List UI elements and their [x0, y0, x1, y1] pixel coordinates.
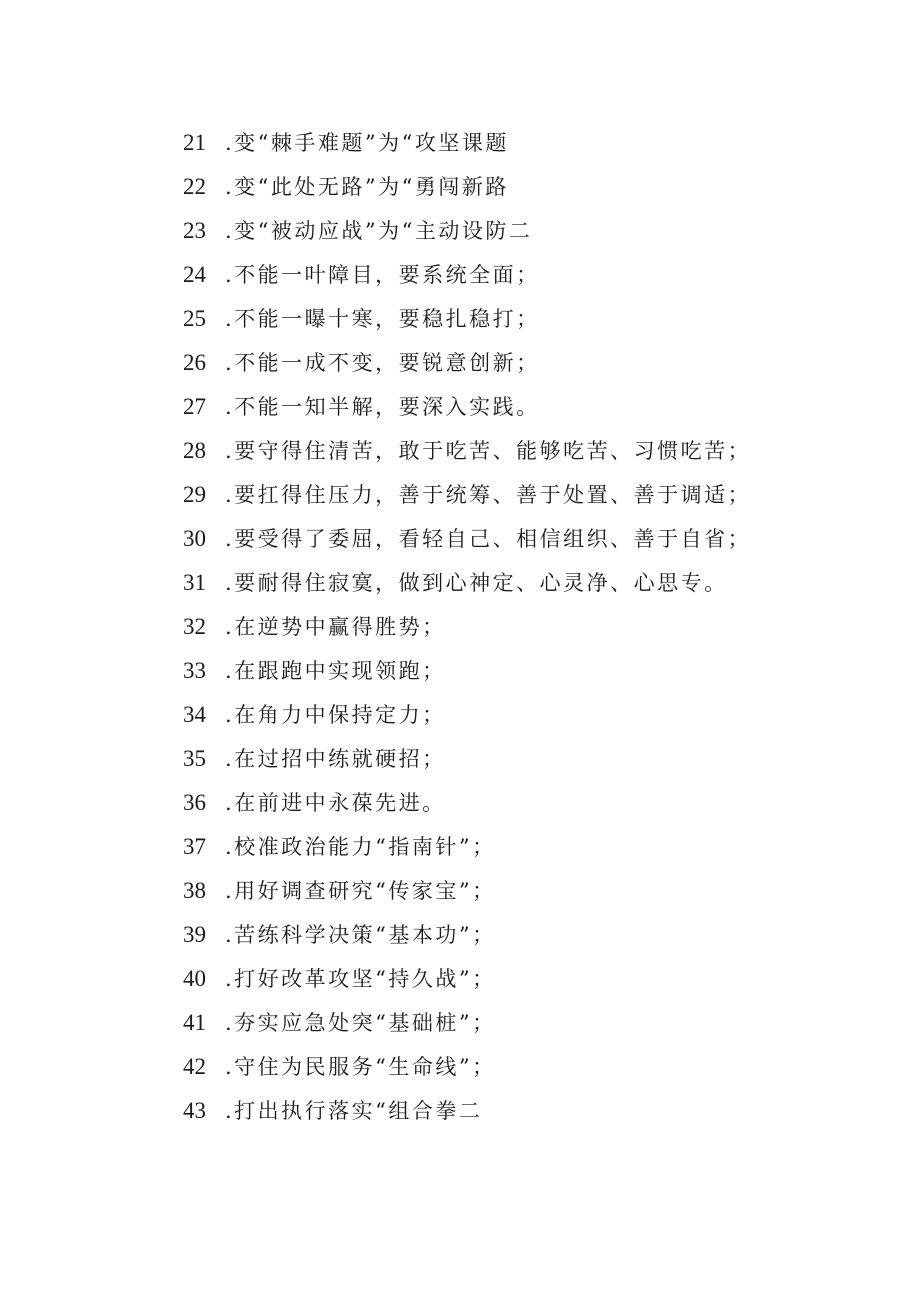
item-number: 23 [183, 218, 206, 243]
item-number: 37 [183, 834, 206, 859]
item-number: 22 [183, 174, 206, 199]
list-item [183, 781, 803, 825]
item-number: 24 [183, 262, 206, 287]
list-item [183, 1001, 803, 1045]
item-text: .在过招中练就硬招； [225, 747, 446, 771]
list-item [183, 1045, 803, 1089]
list-item [183, 473, 803, 517]
list-item [183, 121, 803, 165]
item-text: .苦练科学决策“基本功”； [225, 923, 496, 947]
item-text: .用好调查研究“传家宝”； [225, 879, 496, 903]
item-text: .要耐得住寂寞，做到心神定、心灵净、心思专。 [225, 571, 728, 595]
item-text: .变“棘手难题”为“攻坚课题 [225, 131, 509, 155]
item-text: .在跟跑中实现领跑； [225, 659, 446, 683]
item-text: .要守得住清苦，敢于吃苦、能够吃苦、习惯吃苦； [225, 439, 752, 463]
numbered-list [183, 121, 803, 1133]
item-text: .不能一叶障目，要系统全面； [225, 263, 540, 287]
list-item [183, 341, 803, 385]
item-number: 41 [183, 1010, 206, 1035]
list-item [183, 209, 803, 253]
list-item [183, 957, 803, 1001]
item-number: 26 [183, 350, 206, 375]
list-item [183, 297, 803, 341]
item-number: 42 [183, 1054, 206, 1079]
item-number: 27 [183, 394, 206, 419]
item-number: 39 [183, 922, 206, 947]
item-number: 40 [183, 966, 206, 991]
list-item [183, 253, 803, 297]
item-number: 38 [183, 878, 206, 903]
item-number: 31 [183, 570, 206, 595]
list-item [183, 649, 803, 693]
list-item [183, 737, 803, 781]
list-item [183, 825, 803, 869]
list-item [183, 605, 803, 649]
list-item [183, 165, 803, 209]
list-item [183, 869, 803, 913]
list-item [183, 385, 803, 429]
item-text: .不能一曝十寒，要稳扎稳打； [225, 307, 540, 331]
item-text: .打出执行落实“组合拳二 [225, 1099, 483, 1123]
item-text: .变“被动应战”为“主动设防二 [225, 219, 533, 243]
item-text: .不能一知半解，要深入实践。 [225, 395, 540, 419]
list-item [183, 693, 803, 737]
item-text: .要扛得住压力，善于统筹、善于处置、善于调适； [225, 483, 752, 507]
item-number: 36 [183, 790, 206, 815]
item-number: 32 [183, 614, 206, 639]
item-text: .不能一成不变，要锐意创新； [225, 351, 540, 375]
item-text: .夯实应急处突“基础桩”； [225, 1011, 496, 1035]
item-text: .在逆势中赢得胜势； [225, 615, 446, 639]
item-number: 21 [183, 130, 206, 155]
item-number: 28 [183, 438, 206, 463]
item-number: 29 [183, 482, 206, 507]
list-item [183, 429, 803, 473]
item-text: .守住为民服务“生命线”； [225, 1055, 496, 1079]
list-item [183, 561, 803, 605]
item-number: 43 [183, 1098, 206, 1123]
item-text: .变“此处无路”为“勇闯新路 [225, 175, 509, 199]
item-number: 33 [183, 658, 206, 683]
item-text: .在前进中永葆先进。 [225, 791, 446, 815]
list-item [183, 517, 803, 561]
item-number: 35 [183, 746, 206, 771]
item-number: 25 [183, 306, 206, 331]
item-text: .打好改革攻坚“持久战”； [225, 967, 496, 991]
item-number: 30 [183, 526, 206, 551]
item-text: .校准政治能力“指南针”； [225, 835, 496, 859]
list-item [183, 913, 803, 957]
item-number: 34 [183, 702, 206, 727]
item-text: .在角力中保持定力； [225, 703, 446, 727]
item-text: .要受得了委屈，看轻自己、相信组织、善于自省； [225, 527, 752, 551]
list-item [183, 1089, 803, 1133]
